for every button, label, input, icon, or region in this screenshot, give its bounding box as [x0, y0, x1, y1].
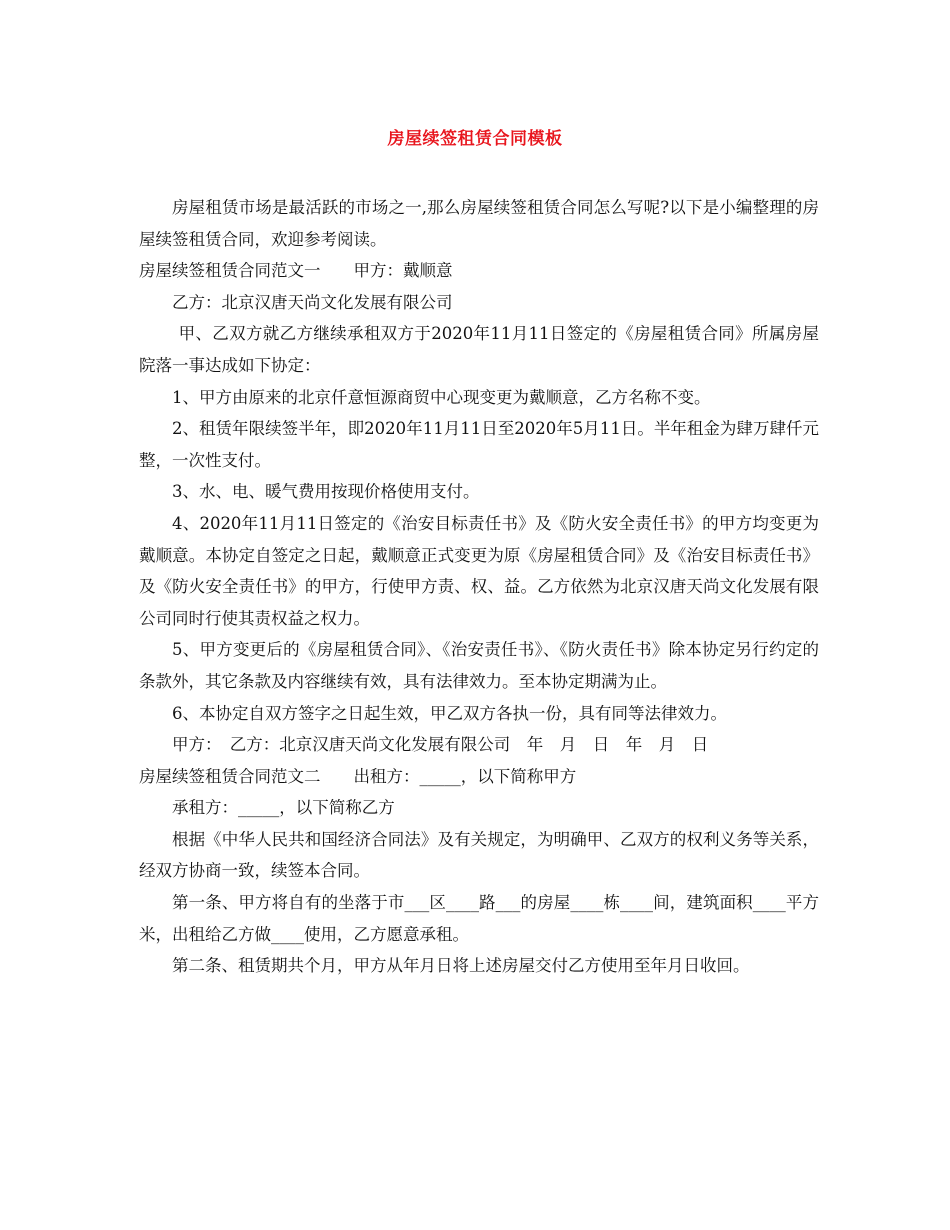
clause-4: 4、2020年11月11日签定的《治安目标责任书》及《防火安全责任书》的甲方均变更为戴顺意。本协定自签定之日起，戴顺意正式变更为原《房屋租赁合同》及《治安目标责任书》及《防火安全责任书》的甲方，行使甲方责、权、益。乙方依然为北京汉唐天尚文化发展有限公司同时行使其责权益之权力。	[139, 513, 819, 628]
sample-one-heading: 房屋续签租赁合同范文一 甲方：戴顺意	[139, 261, 453, 281]
document-title: 房屋续签租赁合同模板	[387, 129, 563, 149]
clause-2: 2、租赁年限续签半年，即2020年11月11日至2020年5月11日。半年租金为肆万肆仟元整，一次性支付。	[139, 419, 819, 470]
contract-basis: 根据《中华人民共和国经济合同法》及有关规定，为明确甲、乙双方的权利义务等关系，经双方协商一致，续签本合同。	[139, 829, 819, 881]
clause-5: 5、甲方变更后的《房屋租赁合同》、《治安责任书》、《防火责任书》除本协定另行约定的条款外，其它条款及内容继续有效，具有法律效力。至本协定期满为止。	[139, 640, 819, 691]
signature-line: 甲方： 乙方：北京汉唐天尚文化发展有限公司 年 月 日 年 月 日	[172, 735, 709, 755]
document-body	[139, 192, 819, 982]
article-2: 第二条、租赁期共个月，甲方从年月日将上述房屋交付乙方使用至年月日收回。	[172, 956, 750, 976]
clause-3: 3、水、电、暖气费用按现价格使用支付。	[172, 482, 480, 502]
sample-two-heading: 房屋续签租赁合同范文二 出租方：_____，以下简称甲方	[139, 766, 577, 786]
party-b-line: 乙方：北京汉唐天尚文化发展有限公司	[172, 292, 453, 312]
intro-paragraph: 房屋租赁市场是最活跃的市场之一,那么房屋续签租赁合同怎么写呢?以下是小编整理的房屋续签租赁合同，欢迎参考阅读。	[139, 198, 819, 249]
article-1: 第一条、甲方将自有的坐落于市___区____路___的房屋____栋____间，建筑面积____平方米，出租给乙方做____使用，乙方愿意承租。	[139, 893, 819, 944]
clause-1: 1、甲方由原来的北京仟意恒源商贸中心现变更为戴顺意，乙方名称不变。	[172, 387, 711, 407]
clause-6: 6、本协定自双方签字之日起生效，甲乙双方各执一份，具有同等法律效力。	[172, 703, 727, 723]
lessee-line: 承租方：_____，以下简称乙方	[172, 798, 395, 818]
agreement-preamble: 甲、乙双方就乙方继续承租双方于2020年11月11日签定的《房屋租赁合同》所属房屋院落一事达成如下协定：	[139, 324, 819, 375]
